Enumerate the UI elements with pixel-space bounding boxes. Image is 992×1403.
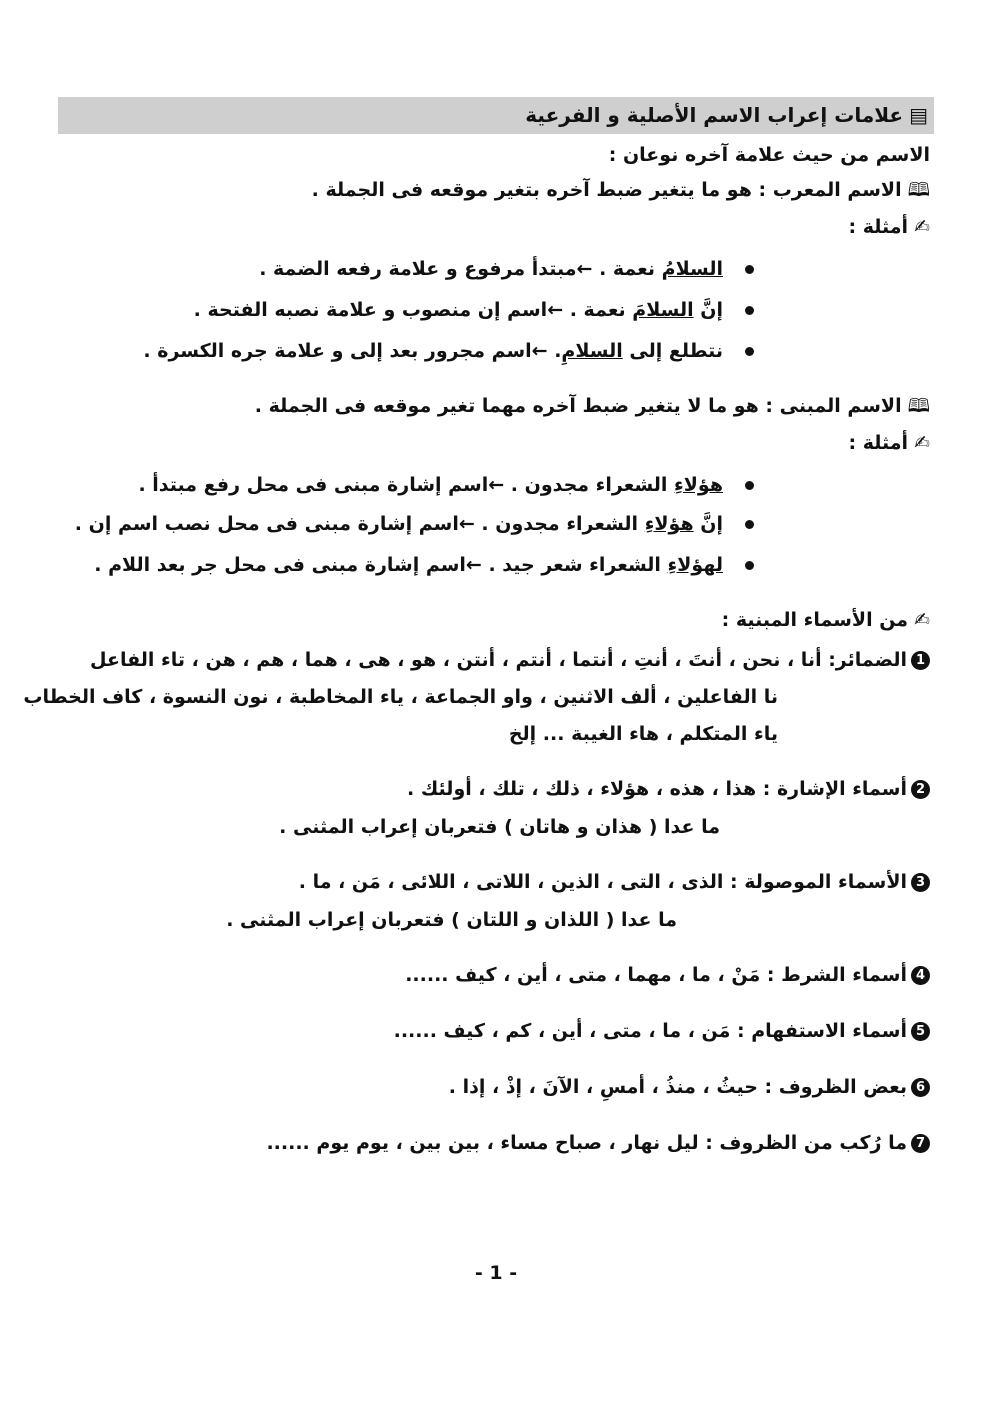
- number-badge: 3: [911, 873, 930, 892]
- number-badge: 7: [911, 1134, 930, 1153]
- built-item-1-line-2: نا الفاعلين ، ألف الاثنين ، واو الجماعة ، ياء المخاطبة ، نون النسوة ، كاف الخطاب: [23, 686, 778, 708]
- book-icon: 🕮: [907, 395, 930, 417]
- writing-hand-icon: ✍: [914, 216, 930, 238]
- mabni-example-2: إنَّ هؤلاءِ الشعراء مجدون . ←اسم إشارة مبنى فى محل نصب اسم إن .: [75, 509, 754, 539]
- mabni-example-1: هؤلاءِ الشعراء مجدون . ←اسم إشارة مبنى فى محل رفع مبتدأ .: [138, 470, 754, 500]
- murab-definition: 🕮الاسم المعرب : هو ما يتغير ضبط آخره بتغير موقعه فى الجملة .: [312, 175, 930, 205]
- intro-line: الاسم من حيث علامة آخره نوعان :: [608, 144, 930, 166]
- number-badge: 1: [911, 651, 930, 670]
- built-nouns-heading: ✍من الأسماء المبنية :: [722, 605, 930, 635]
- mabni-definition: 🕮الاسم المبنى : هو ما لا يتغير ضبط آخره مهما تغير موقعه فى الجملة .: [255, 391, 930, 421]
- bullet-icon: [745, 306, 754, 315]
- built-item-3-line-2: ما عدا ( اللذان و اللتان ) فتعربان إعراب المثنى .: [226, 909, 677, 931]
- murab-example-2: إنَّ السلامَ نعمة . ←اسم إن منصوب و علامة نصبه الفتحة .: [194, 295, 754, 325]
- bullet-icon: [745, 520, 754, 529]
- built-item-1: 1الضمائر: أنا ، نحن ، أنتَ ، أنتِ ، أنتما ، أنتم ، أنتن ، هو ، هى ، هما ، هم ، هن ، تاء الفاعل: [90, 645, 930, 675]
- built-item-5: 5أسماء الاستفهام : مَن ، ما ، متى ، أين ، كم ، كيف ......: [394, 1016, 930, 1046]
- page-title: ▤علامات إعراب الاسم الأصلية و الفرعية: [525, 100, 928, 130]
- murab-examples-label: ✍أمثلة :: [849, 212, 930, 242]
- number-badge: 6: [911, 1078, 930, 1097]
- bullet-icon: [745, 347, 754, 356]
- number-badge: 5: [911, 1022, 930, 1041]
- number-badge: 2: [911, 780, 930, 799]
- built-item-1-line-3: ياء المتكلم ، هاء الغيبة ... إلخ: [508, 723, 778, 745]
- bullet-icon: [745, 265, 754, 274]
- built-item-2-line-2: ما عدا ( هذان و هاتان ) فتعربان إعراب المثنى .: [279, 816, 720, 838]
- built-item-2: 2أسماء الإشارة : هذا ، هذه ، هؤلاء ، ذلك ، تلك ، أولئك .: [407, 774, 930, 804]
- built-item-4: 4أسماء الشرط : مَنْ ، ما ، مهما ، متى ، أين ، كيف ......: [405, 960, 930, 990]
- built-item-6: 6بعض الظروف : حيثُ ، منذُ ، أمسِ ، الآنَ ، إذْ ، إذا .: [449, 1072, 930, 1102]
- mabni-example-3: لهؤلاءِ الشعراء شعر جيد . ←اسم إشارة مبنى فى محل جر بعد اللام .: [94, 550, 754, 580]
- document-icon: ▤: [909, 103, 928, 127]
- bullet-icon: [745, 481, 754, 490]
- number-badge: 4: [911, 966, 930, 985]
- built-item-7: 7ما رُكب من الظروف : ليل نهار ، صباح مساء ، بين بين ، يوم يوم ......: [266, 1128, 930, 1158]
- writing-hand-icon: ✍: [914, 609, 930, 631]
- murab-example-1: السلامُ نعمة . ←مبتدأ مرفوع و علامة رفعه الضمة .: [259, 254, 754, 284]
- built-item-3: 3الأسماء الموصولة : الذى ، التى ، الذين ، اللاتى ، اللائى ، مَن ، ما .: [299, 867, 930, 897]
- mabni-examples-label: ✍أمثلة :: [849, 428, 930, 458]
- page-number: - 1 -: [474, 1262, 518, 1284]
- title-bar: [58, 97, 934, 134]
- writing-hand-icon: ✍: [914, 432, 930, 454]
- book-icon: 🕮: [907, 179, 930, 201]
- murab-example-3: نتطلع إلى السلامِ. ←اسم مجرور بعد إلى و علامة جره الكسرة .: [143, 336, 754, 366]
- bullet-icon: [745, 561, 754, 570]
